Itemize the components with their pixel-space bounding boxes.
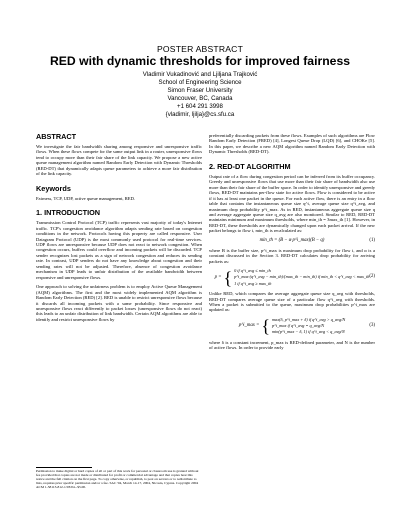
red-dt-paragraph-1: Output rate of a flow during congestion period can be inferred from its buffer occupancy. Greedy and unresponsive flows that use more than their fair share of bandwidth also use more than their fair share of the buffer space. In order to identify unresponsive and greedy flows, RED-DT maintains per-flow state for active flows. Flow is considered to be active if it has at least one packet in the queue. For each active flow, there is an entry in a flow table that contains the instantaneous queue size q^i, average queue size q^i_avg, and maximum drop probability p^i_max. As in RED, instantaneous aggregate queue size q and average aggregate queue size q_avg are also monitored. Similar to RED, RED-DT maintains minimum and maximum thresholds, where min_th = 3max_th [1]. However, in RED-DT, these thresholds are dynamically changed upon each packet arrival. If the new packet belongs to flow i, min_th is recalculated as: [209, 173, 375, 234]
equation-2-brace: { [223, 267, 233, 288]
equation-1-number: (1) [369, 237, 375, 243]
red-dt-paragraph-4: where δ is a constant increment, p_max is RED-defined parameter, and N is the number of active flows. In order to provide early [209, 339, 375, 351]
equation-2 [209, 268, 375, 287]
introduction-continuation: preferentially discarding packets from these flows. Examples of such algorithms are Flow Random Early Detection (FRED) [4], Longest Queue Drop (LQD) [6], and CHOKe [5]. In this paper, we describe a new AQM algorithm named Random Early Detection with Dynamic Thresholds (RED-DT). [209, 133, 375, 155]
equation-2-case-1: 0 if q^i_avg ≤ min_th [234, 268, 271, 274]
copyright-footnote: Permission to make digital or hard copies of all or part of this work for personal or classroom use is granted without fee provided that copies are not made or distributed for profit or commercial advantage and that copies bear this notice and the full citation on the first page. To copy otherwise, or republish, to post on servers or to redistribute to lists, requires prior specific permission and/or a fee. SAC '04, March 14-17, 2004, Nicosia, Cyprus. Copyright 2004 ACM 1-58113-812-1/03/04...$5.00. [36, 469, 199, 490]
equation-2-lhs: p = [214, 274, 222, 280]
abstract-heading: ABSTRACT [36, 132, 77, 141]
right-column [209, 133, 375, 355]
equation-1-body: min_th = (B − α·p^i_max)(B − q) [259, 237, 325, 243]
keywords-text: Fairness, TCP, UDP, active queue management, RED. [36, 195, 136, 201]
equation-3-case-1: max(δ, p^i_max + δ) if q^i_avg > q_avg/N [271, 316, 346, 322]
footnote-divider [36, 467, 92, 468]
affiliation-school: School of Engineering Science [158, 79, 242, 86]
paper-title: RED with dynamic thresholds for improved fairness [49, 54, 350, 68]
equation-2-number: (2) [369, 274, 375, 280]
email-address: {vladimir, ljilja}@cs.sfu.ca [165, 111, 235, 118]
equation-3 [209, 317, 375, 336]
poster-label: POSTER ABSTRACT [156, 44, 244, 54]
red-dt-heading: 2. RED-DT ALGORITHM [209, 161, 291, 171]
abstract-text: We investigate the fair bandwidth sharing among responsive and unresponsive traffic flows. When these flows compete for the same output link in a router, unresponsive flows tend to occupy more than their fair share of the link capacity. We propose a new active queue management algorithm named Random Early Detection with Dynamic Thresholds (RED-DT) that dynamically adapts queue parameters to achieve a more fair distribution of the link capacity. [36, 144, 202, 177]
affiliation-location: Vancouver, BC, Canada [167, 95, 233, 102]
equation-2-case-3: 1 if q^i_avg ≥ max_th [234, 280, 272, 286]
equation-3-brace: { [261, 316, 270, 337]
introduction-paragraph-1: Transmission Control Protocol (TCP) traffic represents vast majority of today's Internet traffic. TCP's congestion avoidance algorithm adapts sending rate based on congestion conditions in the network. Protocols having this property are called responsive. User Datagram Protocol (UDP) is the most commonly used protocol for real-time services. UDP flows are unresponsive because UDP does not react to network congestion. When congestion occurs, buffers could overflow and incoming packets will be discarded. TCP sender recognizes lost packets as a sign of network congestion and reduces its sending rate. In contrast, UDP senders do not have any knowledge about congestion and their sending rates will not be adjusted. Therefore, absence of congestion avoidance mechanism in UDP leads to unfair distribution of the available bandwidth between responsive and unresponsive flows. [36, 220, 202, 280]
authors: Vladimir Vukadinović and Ljiljana Trajković [142, 71, 258, 78]
introduction-paragraph-2: One approach to solving the unfairness problem is to employ Active Queue Management (AQM) algorithms. The first and the most widely implemented AQM algorithm is Random Early Detection (RED) [2]. RED is unable to restrict unresponsive flows because it discards all incoming packets with a same probability. Since responsive and unresponsive flows react differently to packet losses (unresponsive flows do not react) this leads to an unfair distribution of link bandwidth. Certain AQM algorithms are able to identify and restrict unresponsive flows by [36, 284, 202, 322]
equation-2-case-2: p^i_max·(q^i_avg − min_th)/(max_th − min_th) if min_th < q^i_avg < max_th [234, 274, 370, 280]
equation-3-case-2: p^i_max if q^i_avg = q_avg/N [271, 323, 325, 329]
introduction-heading: 1. INTRODUCTION [36, 208, 101, 218]
phone-number: +1 604 291 3998 [177, 103, 223, 110]
keywords-heading: Keywords [36, 183, 71, 193]
red-dt-paragraph-3: Unlike RED, which compares the average aggregate queue size q_avg with thresholds, RED-DT compares average queue size of a particular flow q^i_avg with thresholds. When a packet is submitted to the queue, maximum drop probabilities p^i_max are updated as: [209, 291, 375, 313]
affiliation-university: Simon Fraser University [167, 87, 233, 94]
red-dt-paragraph-2: where B is the buffer size, p^i_max is maximum drop probability for flow i, and α is a constant discussed in the Section 3. RED-DT calculates drop probability for arriving packets as: [209, 247, 375, 264]
equation-3-case-3: min(p^i_max − δ, 1) if q^i_avg < q_avg/N [271, 329, 345, 335]
equation-1 [209, 238, 375, 244]
left-column [36, 133, 202, 326]
equation-3-lhs: p^i_max = [238, 323, 260, 329]
equation-3-number: (3) [369, 322, 375, 328]
